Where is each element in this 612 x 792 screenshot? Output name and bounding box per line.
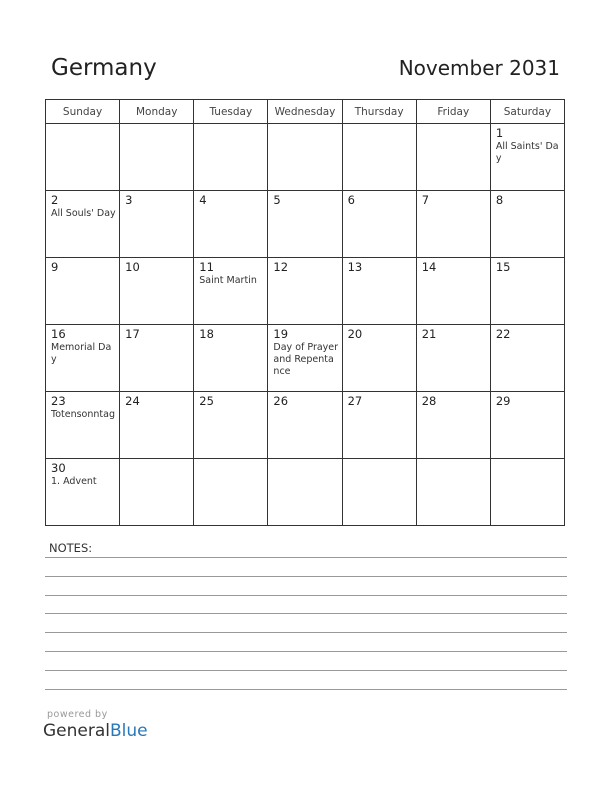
day-number: 15 [495,260,511,274]
day-number: 20 [347,327,363,341]
day-number: 10 [125,260,140,274]
day-number: 22 [495,327,511,341]
day-cell [342,325,416,392]
day-number: 29 [495,394,511,408]
weekday-header: Saturday [490,100,564,124]
day-number: 17 [125,327,140,341]
day-cell [416,392,490,459]
day-cell [194,258,268,325]
weekday-header: Thursday [342,100,416,124]
day-number: 3 [125,193,133,207]
day-cell [490,325,564,392]
day-cell [342,258,416,325]
day-cell [416,459,490,526]
brand-blue: Blue [110,721,148,741]
day-cell [342,459,416,526]
day-cell [416,191,490,258]
day-number: 6 [347,193,355,207]
powered-by-text: powered by [47,709,108,720]
day-cell [120,124,194,191]
brand-general: General [43,721,110,741]
week-row [46,392,565,459]
notes-line [45,613,567,614]
holiday-label: All Saints' Day [495,141,559,164]
day-number: 11 [199,260,214,274]
day-number: 9 [51,260,59,274]
day-cell [46,459,120,526]
day-cell [46,124,120,191]
day-cell [490,392,564,459]
day-number: 30 [51,461,66,475]
day-cell [416,124,490,191]
day-number: 27 [347,394,363,408]
day-cell [194,392,268,459]
day-cell [268,258,342,325]
notes-line [45,576,567,577]
day-cell [120,325,194,392]
day-number: 2 [51,193,59,207]
day-number: 24 [125,394,140,408]
day-number: 12 [273,260,289,274]
day-cell [342,392,416,459]
day-cell [268,124,342,191]
day-number: 14 [421,260,437,274]
weekday-header: Sunday [46,100,120,124]
day-cell [120,459,194,526]
day-number: 21 [421,327,437,341]
day-number: 7 [421,193,430,207]
notes-line [45,651,567,652]
day-number: 4 [199,193,207,207]
notes-line [45,632,567,633]
holiday-label: Day of Prayer and Repentance [273,342,339,377]
day-cell [46,325,120,392]
day-cell [268,392,342,459]
weekday-header: Friday [416,100,490,124]
day-cell [490,124,564,191]
day-cell [416,325,490,392]
day-cell [342,191,416,258]
week-row [46,459,565,526]
country-title: Germany [51,55,157,81]
weekday-header: Wednesday [268,100,342,124]
notes-label: NOTES: [49,541,93,555]
calendar-grid [45,99,565,526]
day-cell [268,191,342,258]
day-number: 1 [495,126,504,140]
day-cell [46,191,120,258]
weekday-header-row [46,100,565,124]
day-cell [490,258,564,325]
day-cell [46,392,120,459]
day-cell [194,191,268,258]
day-cell [194,325,268,392]
notes-line [45,595,567,596]
day-number: 28 [421,394,437,408]
day-cell [120,191,194,258]
week-row [46,258,565,325]
holiday-label: All Souls' Day [51,208,116,219]
day-cell [46,258,120,325]
holiday-label: Memorial Day [51,342,112,365]
generalblue-logo[interactable] [43,721,148,741]
holiday-label: 1. Advent [51,476,97,487]
month-title: November 2031 [398,56,560,80]
day-cell [342,124,416,191]
day-cell [268,459,342,526]
day-cell [194,459,268,526]
day-cell [268,325,342,392]
day-number: 5 [273,193,281,207]
holiday-label: Saint Martin [199,275,257,286]
day-number: 25 [199,394,214,408]
weekday-header: Tuesday [194,100,268,124]
day-number: 26 [273,394,289,408]
week-row [46,191,565,258]
day-number: 23 [51,394,66,408]
day-number: 19 [273,327,289,341]
notes-line [45,689,567,690]
week-row [46,325,565,392]
holiday-label: Totensonntag [51,409,115,420]
day-number: 8 [495,193,504,207]
week-row [46,124,565,191]
weekday-header: Monday [120,100,194,124]
day-number: 13 [347,260,363,274]
day-number: 16 [51,327,66,341]
day-number: 18 [199,327,214,341]
day-cell [490,459,564,526]
day-cell [416,258,490,325]
day-cell [194,124,268,191]
day-cell [120,258,194,325]
day-cell [120,392,194,459]
notes-line [45,557,567,558]
notes-line [45,670,567,671]
day-cell [490,191,564,258]
